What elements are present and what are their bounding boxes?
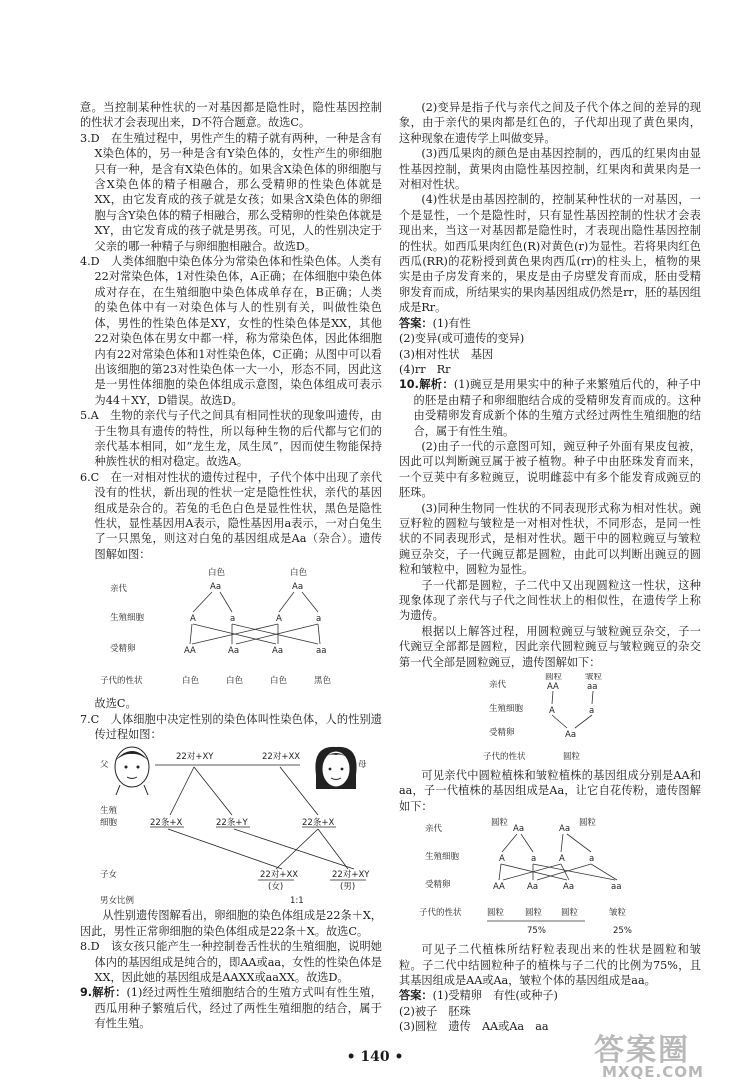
answer-block <box>399 988 701 1003</box>
trait-1: 圆粒 <box>487 908 505 919</box>
label-gamete: 生殖细胞 <box>110 613 145 624</box>
top-trait-2: 白色 <box>290 568 308 579</box>
right-column <box>399 100 701 1035</box>
label-trait: 子代的性状 <box>483 752 526 763</box>
label-parent: 亲代 <box>110 584 128 595</box>
gamete-1: A <box>190 614 196 625</box>
trait-2: 圆粒 <box>525 908 543 919</box>
label-children: 子女 <box>100 870 118 881</box>
watermark-brand: 答案圈 <box>594 1033 690 1068</box>
answer-line: (2)变异(或可遗传的变异) <box>399 332 525 346</box>
genotype-2: Aa <box>292 582 304 593</box>
trait-4: 黑色 <box>314 676 332 687</box>
paragraph: (4)性状是由基因控制的，控制某种性状的一对基因，一个是显性，一个是隐性时，只有显性基因控制的性状才会表现出来，当这一对基因都是隐性时，才表现出隐性基因控制的性状。如西瓜果肉红色(R)对黄色(r)为显性。若将果肉红色西瓜(RR)的花粉授到黄色果肉西瓜(rr)的柱头上，植物的果实是由子房发育来的，果皮是由子房壁发育而成，胚由受精卵发育而成，所结果实的果肉基因组成仍然是rr，胚的基因组成是Rr。 <box>399 193 701 315</box>
paragraph: 可见子二代植株所结籽粒表现出来的性状是圆粒和皱粒。子二代中结圆粒种子的植株与子二代的比例为75%，且其基因组成是AA或Aa，皱粒个体的基因组成是aa。 <box>399 943 701 988</box>
answer-line: (1)受精卵 有性(或种子) <box>432 989 558 1003</box>
label-ratio: 男女比例 <box>100 896 135 906</box>
sperm-x: 22条+X <box>150 818 183 829</box>
paragraph: (3)同种生物同一性状的不同表现形式称为相对性状。豌豆籽粒的圆粒与皱粒是一对相对性状，不同形态，是同一性状的不同表现形式，是相对性状。题干中的圆粒豌豆与皱粒豌豆杂交，子一代豌豆都是圆粒，由此可以判断出豌豆的圆粒和皱粒中，圆粒为显性。 <box>399 501 701 577</box>
zygote-1: AA <box>493 882 505 893</box>
label-trait: 子代的性状 <box>419 908 462 919</box>
pea-cross-diagram-2 <box>399 817 701 939</box>
answer-10-text: (1)豌豆是用果实中的种子来繁殖后代的，种子中的胚是由精子和卵细胞结合成的受精卵发育而成的。这种由受精卵发育成新个体的生殖方式经过两性生殖细胞的结合，属于有性生殖。 <box>413 378 701 438</box>
paragraph: 根据以上解答过程，用圆粒豌豆与皱粒豌豆杂交，子一代豌豆全部都是圆粒，因此亲代圆粒豌豆与皱粒豌豆的杂交第一代全部是圆粒豌豆，遗传图解如下： <box>399 624 701 669</box>
child-male-tag: (男) <box>340 882 356 893</box>
rabbit-inheritance-diagram <box>80 565 382 693</box>
paragraph: (2)变异是指子代与亲代之间及子代个体之间的差异的现象，由于亲代的果肉都是红色的，子代却出现了黄色果肉，这种现象在遗传学上叫做变异。 <box>399 101 701 145</box>
answer-line: (2)被子 胚珠 <box>399 1004 471 1018</box>
page-number: • 140 • <box>346 1049 404 1065</box>
paragraph: (2)由子一代的示意图可知，豌豆种子外面有果皮包被，因此可以判断豌豆属于被子植物。种子中由胚珠发育而来，一个豆荚中有多粒豌豆，说明雌蕊中有多个能发育成豌豆的胚珠。 <box>399 439 701 500</box>
egg-x: 22条+X <box>302 818 335 829</box>
percent-wrinkled: 25% <box>613 926 632 937</box>
parent-1-trait: 圆粒 <box>545 673 563 683</box>
answer-9-text: (1)经过两性生殖细胞结合的生殖方式叫有性生殖，西瓜用种子繁殖后代，经过了两性生殖细胞的结合，属于有性生殖。 <box>94 986 382 1031</box>
paragraph: (3)西瓜果肉的颜色是由基因控制的，西瓜的红果肉由显性基因控制，黄果肉由隐性基因控制，红果肉和黄果肉是一对相对性状。 <box>399 147 701 192</box>
zygote-3: Aa <box>272 646 284 657</box>
trait-1: 白色 <box>182 676 200 687</box>
parent-2-genotype: aa <box>587 682 598 693</box>
zygote-3: Aa <box>563 882 575 893</box>
label-parent: 亲代 <box>425 824 443 835</box>
answer-label: 答案： <box>399 989 433 1003</box>
answer-line: (3)圆粒 遗传 AA或Aa aa <box>399 1020 549 1034</box>
answer-9 <box>80 985 382 1031</box>
answer-line: (4)rr Rr <box>399 362 451 376</box>
parent-2-genotype: Aa <box>559 824 571 835</box>
zygote-2: Aa <box>527 882 539 893</box>
answer-10 <box>399 377 701 439</box>
label-trait: 子代的性状 <box>100 676 143 687</box>
gamete-4: a <box>589 854 595 865</box>
label-gamete: 生殖细胞 <box>425 852 460 863</box>
zygote-2: Aa <box>228 646 240 657</box>
gamete-4: a <box>316 614 322 625</box>
top-trait-1: 白色 <box>208 568 226 579</box>
child-male: 22对+XY <box>332 870 370 881</box>
paragraph: 可见亲代中圆粒植株和皱粒植株的基因组成分别是AA和aa，子一代植株的基因组成是Aa，让它自花传粉，遗传图解如下： <box>399 769 701 813</box>
paragraph: 子一代都是圆粒，子二代中又出现圆粒这一性状，这种现象体现了亲代与子代之间性状上的相似性，在遗传学上称为遗传。 <box>399 578 701 623</box>
left-column <box>80 100 382 1032</box>
watermark-logo <box>582 1025 742 1081</box>
gamete-3: A <box>559 854 565 865</box>
answer-6-end: 故选C。 <box>94 697 137 711</box>
trait: 圆粒 <box>563 752 581 763</box>
sex-inheritance-diagram <box>80 745 382 905</box>
answer-5: 5.A 生物的亲代与子代之间具有相同性状的现象叫遗传，由于生物具有遗传的特性，所以每种生物的后代都与它们的亲代基本相同，如“龙生龙，凤生凤”，因而使生物能保持种族性状的相对稳定。故选A。 <box>80 409 382 469</box>
answer-4: 4.D 人类体细胞中染色体分为常染色体和性染色体。人类有22对常染色体，1对性染色体，A正确；在体细胞中染色体成对存在，在生殖细胞中染色体成单存在，B正确；人类的染色体中有一对染色体与人的性别有关，叫做性染色体，男性的性染色体是XY，女性的性染色体是XX，其他22对染色体在男女中都一样，称为常染色体，因此体细胞内有22对常染色体和1对性染色体，C正确；从图中可以看出该细胞的第23对性染色体一大一小，形态不同，因此这是一男性体细胞的染色体组成示意图，染色体组成可表示为44＋XY，D错误。故选D。 <box>80 255 382 407</box>
label-gamete: 生殖细胞 <box>489 704 524 715</box>
parent-2-trait: 皱粒 <box>585 673 603 683</box>
gamete-3: A <box>276 614 282 625</box>
answer-line: (1)有性 <box>432 316 471 330</box>
label-zygote: 受精卵 <box>425 880 451 891</box>
label-zygote: 受精卵 <box>489 728 515 739</box>
parent-1-genotype: AA <box>547 682 559 693</box>
parent-2-trait: 圆粒 <box>579 818 597 829</box>
answer-7: 7.C 人体细胞中决定性别的染色体叫性染色体，人的性别遗传过程如图： <box>80 712 382 741</box>
answer-6: 6.C 在一对相对性状的遗传过程中，子代个体中出现了亲代没有的性状，新出现的性状一定是隐性性状，亲代的基因组成是杂合的。若兔的毛色白色是显性性状，黑色是隐性性状，显性基因用A表示，隐性基因用a表示，一对白兔生了一只黑兔，则这对白兔的基因组成是Aa（杂合）。遗传图解如图： <box>80 470 382 561</box>
paragraph-7-explanation: 从性别遗传图解看出，卵细胞的染色体组成是22条＋X，因此，男性正常卵细胞的染色体组成是22条＋X。故选C。 <box>80 909 382 938</box>
zygote-4: aa <box>611 882 622 893</box>
answer-label: 答案： <box>399 316 433 330</box>
child-female-tag: (女) <box>268 882 284 893</box>
gamete-2: a <box>230 614 236 625</box>
percent-round: 75% <box>527 926 546 937</box>
zygote-4: aa <box>316 646 327 657</box>
answer-line: (3)相对性状 基因 <box>399 347 494 361</box>
mother-chromosomes: 22对+XX <box>262 752 301 763</box>
genotype-1: Aa <box>210 582 222 593</box>
gamete-b: a <box>589 706 595 717</box>
paragraph: 意。当控制某种性状的一对基因都是隐性时，隐性基因控制的性状才会表现出来，D不符合题意。故选C。 <box>80 101 382 130</box>
label-mother: 母 <box>358 760 367 771</box>
zygote: Aa <box>565 730 577 741</box>
gamete-2: a <box>531 854 537 865</box>
pea-cross-diagram-1 <box>399 673 701 765</box>
father-chromosomes: 22对+XY <box>176 752 214 763</box>
label-reproductive: 生殖 <box>100 806 118 817</box>
analysis-label: 9.解析： <box>80 986 127 1000</box>
answer-8: 8.D 该女孩只能产生一种控制卷舌性状的生殖细胞，说明她体内的基因组成是纯合的，即AA或aa，女性的性染色体是XX，因此她的基因组成是AAXX或aaXX。故选D。 <box>80 940 382 985</box>
sperm-y: 22条+Y <box>216 818 248 829</box>
label-cell: 细胞 <box>100 818 118 829</box>
ratio-value: 1:1 <box>290 896 304 906</box>
mother-face-icon <box>315 747 356 789</box>
answer-3: 3.D 在生殖过程中，男性产生的精子就有两种，一种是含有X染色体的，另一种是含有Y染色体的，女性产生的卵细胞只有一种，是含有X染色体的。如果含X染色体的卵细胞与含X染色体的精子相融合，那么受精卵的性染色体就是XX，由它发育成的孩子就是女孩；如果含X染色体的卵细胞与含Y染色体的精子相融合，那么受精卵的性染色体就是XY，由它发育成的孩子就是男孩。可见，人的性别决定于父亲的哪一种精子与卵细胞相融合。故选D。 <box>80 131 382 253</box>
trait-2: 白色 <box>226 676 244 687</box>
answer-block <box>399 316 701 331</box>
label-parent: 亲代 <box>489 680 507 691</box>
watermark-url: MXQE.COM <box>602 1063 704 1081</box>
label-zygote: 受精卵 <box>110 644 136 655</box>
analysis-label: 10.解析： <box>399 378 454 392</box>
gamete-1: A <box>499 854 505 865</box>
parent-1-trait: 圆粒 <box>491 818 509 829</box>
trait-3: 圆粒 <box>561 908 579 919</box>
trait-4: 皱粒 <box>609 908 627 919</box>
trait-3: 白色 <box>270 676 288 687</box>
parent-1-genotype: Aa <box>513 824 525 835</box>
label-father: 父 <box>100 760 109 771</box>
father-face-icon <box>115 747 149 795</box>
zygote-1: AA <box>184 646 196 657</box>
gamete-a: A <box>549 706 555 717</box>
child-female: 22对+XX <box>260 870 299 881</box>
